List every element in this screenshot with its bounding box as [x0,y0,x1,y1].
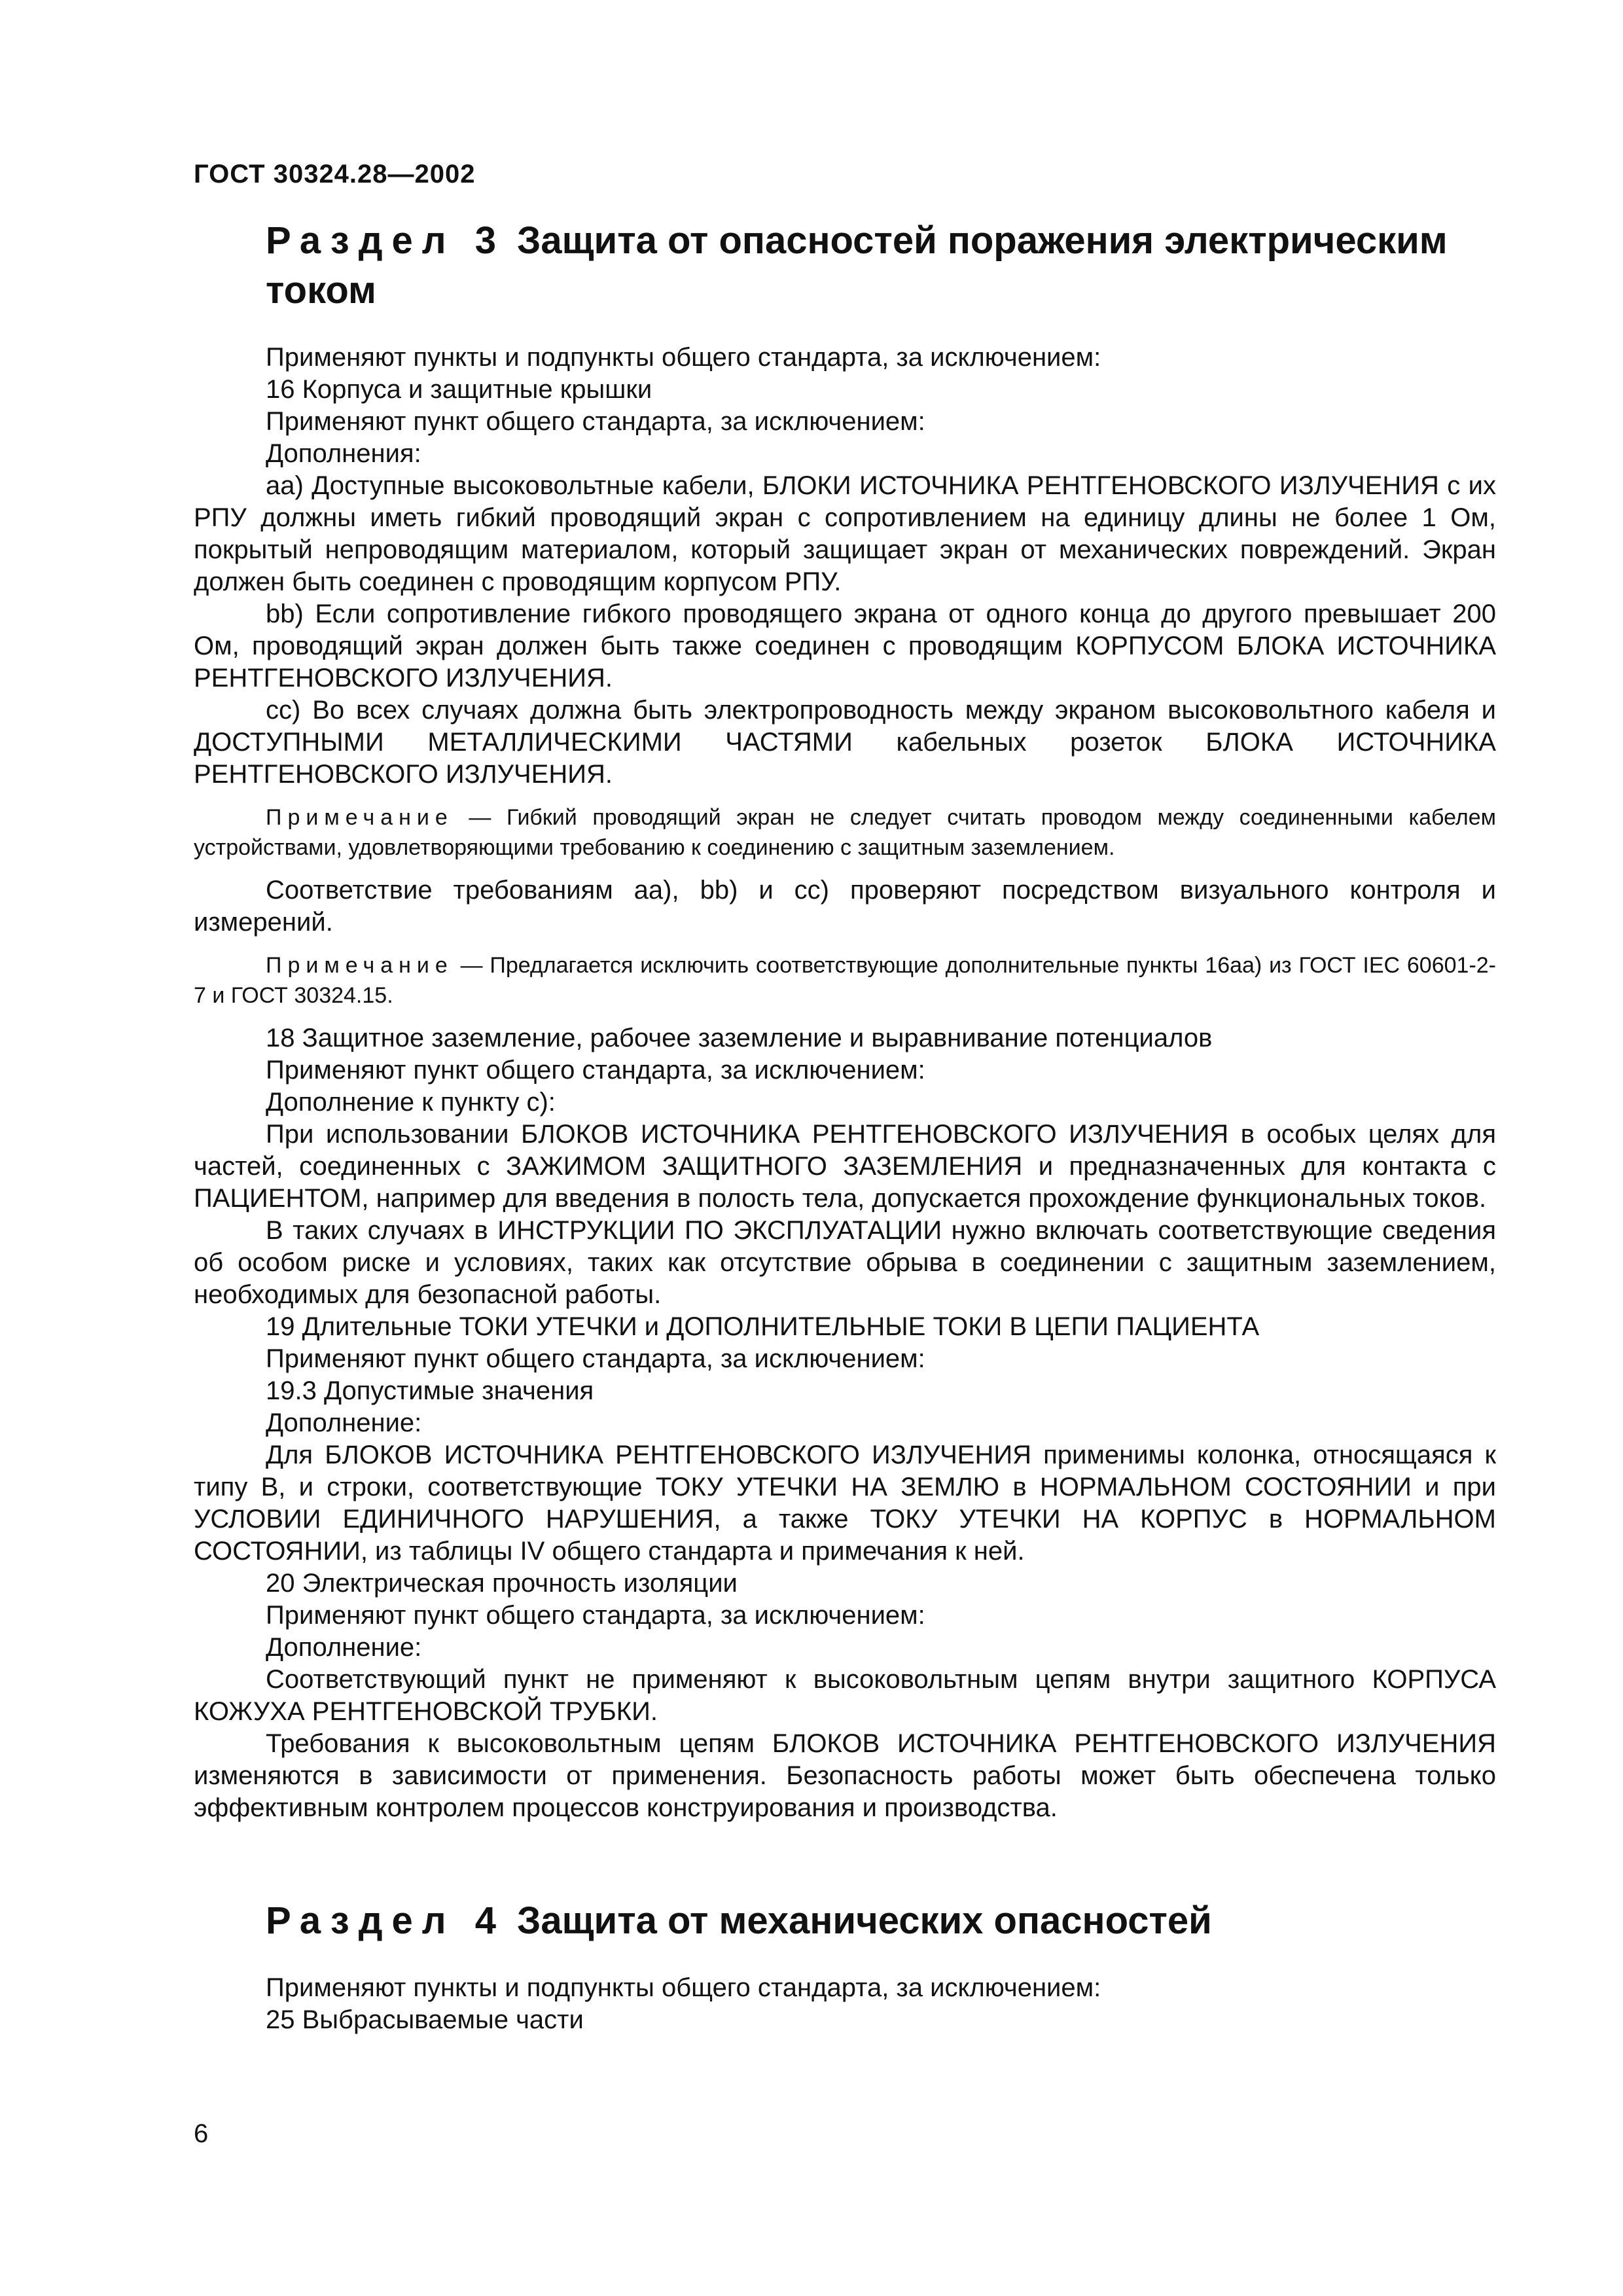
page-number: 6 [194,2119,209,2148]
page-content [194,216,1496,2036]
paragraph: Требования к высоковольтным цепям БЛОКОВ ИСТОЧНИКА РЕНТГЕНОВСКОГО ИЗЛУЧЕНИЯ изменяются в зависимости от применения. Безопасность работы может быть обеспечена только эффективным контролем процессов конструирования и производства. [194,1729,1496,1822]
note-2-text: — Предлагается исключить соответствующие дополнительные пункты 16аа) из ГОСТ IEC 60601-2-7 и ГОСТ 30324.15. [194,953,1496,1008]
paragraph: Дополнения: [266,439,421,468]
paragraph: Для БЛОКОВ ИСТОЧНИКА РЕНТГЕНОВСКОГО ИЗЛУЧЕНИЯ применимы колонка, относящаяся к типу В, и строки, соответствующие ТОКУ УТЕЧКИ НА ЗЕМЛЮ в НОРМАЛЬНОМ СОСТОЯНИИ и при УСЛОВИИ ЕДИНИЧНОГО НАРУШЕНИЯ, а также ТОКУ УТЕЧКИ НА КОРПУС в НОРМАЛЬНОМ СОСТОЯНИИ, из таблицы IV общего стандарта и примечания к ней. [194,1441,1496,1566]
paragraph: Применяют пункты и подпункты общего стандарта, за исключением: [266,343,1101,372]
note-2 [194,950,1496,1011]
section-4-heading [266,1896,1496,1946]
clause-bb: bb) Если сопротивление гибкого проводящего экрана от одного конца до другого превышает 200 Ом, проводящий экран должен быть также соединен с проводящим КОРПУСОМ БЛОКА ИСТОЧНИКА РЕНТГЕНОВСКОГО ИЗЛУЧЕНИЯ. [194,600,1496,692]
paragraph: Применяют пункт общего стандарта, за исключением: [266,1344,925,1373]
section-3-label: Раздел 3 [266,219,506,262]
paragraph: Дополнение к пункту с): [266,1088,556,1117]
section-4-title: Защита от механических опасностей [517,1899,1212,1942]
note-1 [194,802,1496,863]
section-4-label: Раздел 4 [266,1899,506,1942]
standard-header: ГОСТ 30324.28—2002 [194,160,476,188]
paragraph: Применяют пункт общего стандарта, за исключением: [266,1056,925,1085]
clause-cc: сс) Во всех случаях должна быть электропроводность между экраном высоковольтного кабеля и ДОСТУПНЫМИ МЕТАЛЛИЧЕСКИМИ ЧАСТЯМИ кабельных розеток БЛОКА ИСТОЧНИКА РЕНТГЕНОВСКОГО ИЗЛУЧЕНИЯ. [194,696,1496,789]
paragraph: Применяют пункт общего стандарта, за исключением: [266,407,925,436]
clause-18-heading: 18 Защитное заземление, рабочее заземление и выравнивание потенциалов [266,1024,1213,1052]
paragraph: Соответствующий пункт не применяют к высоковольтным цепям внутри защитного КОРПУСА КОЖУХА РЕНТГЕНОВСКОЙ ТРУБКИ. [194,1665,1496,1726]
paragraph: Дополнение: [266,1633,422,1662]
paragraph: Дополнение: [266,1408,422,1437]
paragraph: Применяют пункт общего стандарта, за исключением: [266,1601,925,1630]
paragraph: Применяют пункты и подпункты общего стандарта, за исключением: [266,1973,1101,2002]
clause-25-heading: 25 Выбрасываемые части [266,2005,584,2034]
paragraph: В таких случаях в ИНСТРУКЦИИ ПО ЭКСПЛУАТАЦИИ нужно включать соответствующие сведения об особом риске и условиях, таких как отсутствие обрыва в соединении с защитным заземлением, необходимых для безопасной работы. [194,1216,1496,1309]
clause-19-heading: 19 Длительные ТОКИ УТЕЧКИ и ДОПОЛНИТЕЛЬНЫЕ ТОКИ В ЦЕПИ ПАЦИЕНТА [266,1312,1260,1341]
clause-16-heading: 16 Корпуса и защитные крышки [266,375,652,404]
note-1-label: Примечание [266,805,454,830]
clause-19-3-heading: 19.3 Допустимые значения [266,1376,594,1405]
section-3-heading [266,216,1496,315]
clause-aa: аа) Доступные высоковольтные кабели, БЛОКИ ИСТОЧНИКА РЕНТГЕНОВСКОГО ИЗЛУЧЕНИЯ с их РПУ должны иметь гибкий проводящий экран с сопротивлением на единицу длины не более 1 Ом, покрытый непроводящим материалом, который защищает экран от механических повреждений. Экран должен быть соединен с проводящим корпусом РПУ. [194,471,1496,596]
paragraph: При использовании БЛОКОВ ИСТОЧНИКА РЕНТГЕНОВСКОГО ИЗЛУЧЕНИЯ в особых целях для частей, соединенных с ЗАЖИМОМ ЗАЩИТНОГО ЗАЗЕМЛЕНИЯ и предназначенных для контакта с ПАЦИЕНТОМ, например для введения в полость тела, допускается прохождение функциональных токов. [194,1120,1496,1213]
note-2-label: Примечание [266,953,454,978]
note-1-text: — Гибкий проводящий экран не следует считать проводом между соединенными кабелем устройствами, удовлетворяющими требованию к соединению с защитным заземлением. [194,805,1496,860]
compliance-paragraph: Соответствие требованиям аа), bb) и сс) проверяют посредством визуального контроля и измерений. [194,876,1496,937]
section-3-title: Защита от опасностей поражения электрическим током [266,219,1448,312]
clause-20-heading: 20 Электрическая прочность изоляции [266,1569,738,1598]
